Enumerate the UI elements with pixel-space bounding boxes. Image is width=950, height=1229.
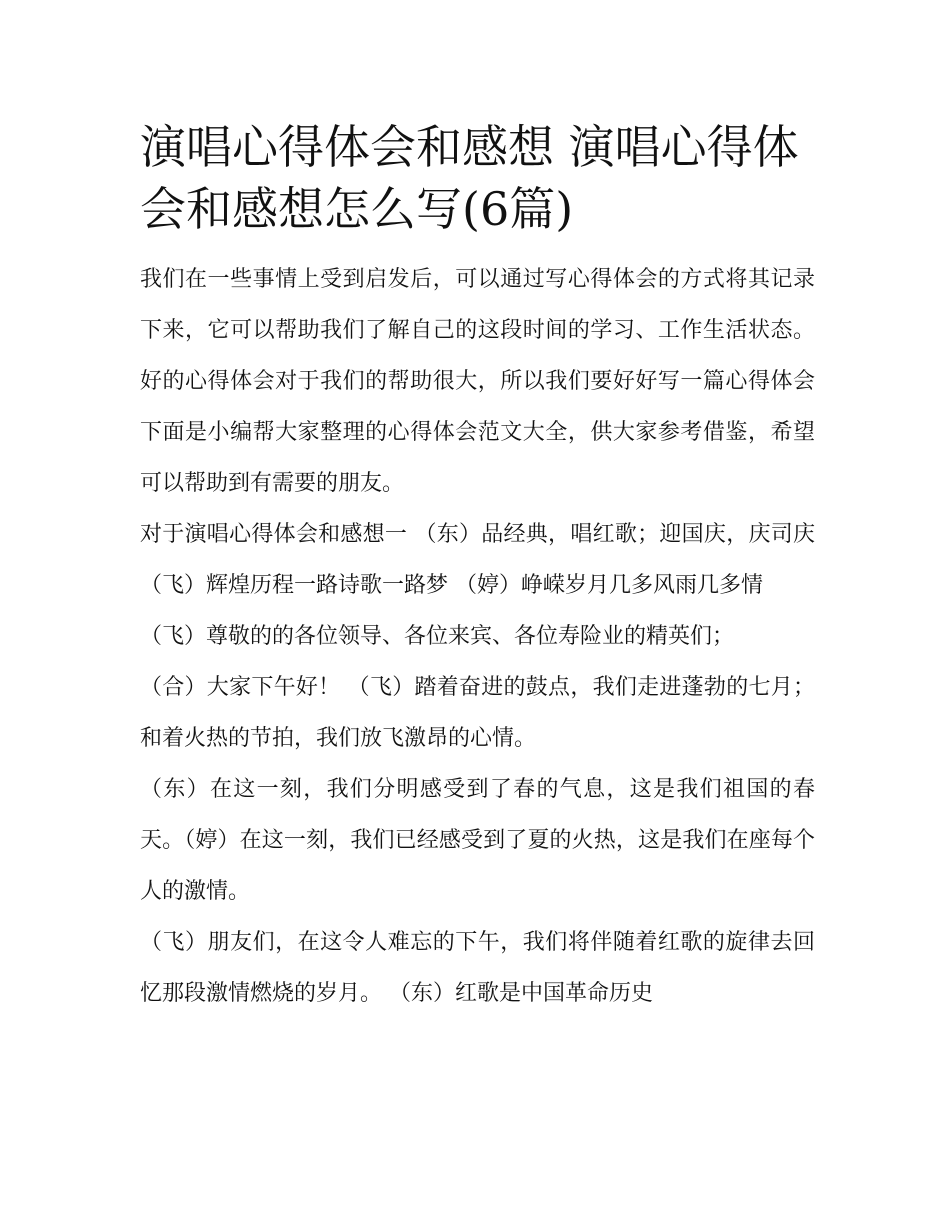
body-paragraph: （飞）朋友们，在这令人难忘的下午，我们将伴随着红歌的旋律去回忆那段激情燃烧的岁月。 （东）红歌是中国革命历史 [140,930,815,1006]
body-paragraph: （飞）尊敬的的各位领导、各位来宾、各位寿险业的精英们； [140,624,735,649]
body-paragraph: 对于演唱心得体会和感想一 （东）品经典，唱红歌；迎国庆，庆司庆 （飞）辉煌历程一路诗歌一路梦 （婷）峥嵘岁月几多风雨几多情 [140,522,815,598]
body-paragraph: （东）在这一刻，我们分明感受到了春的气息，这是我们祖国的春天。（婷）在这一刻，我们已经感受到了夏的火热，这是我们在座每个人的激情。 [140,777,815,904]
document-body [140,116,815,1019]
document-title: 演唱心得体会和感想 演唱心得体会和感想怎么写(6篇) [140,120,799,236]
body-paragraph: （合）大家下午好！ （飞）踏着奋进的鼓点，我们走进蓬勃的七月；和着火热的节拍，我们放飞激昂的心情。 [140,675,815,751]
intro-paragraph: 我们在一些事情上受到启发后，可以通过写心得体会的方式将其记录下来，它可以帮助我们了解自己的这段时间的学习、工作生活状态。好的心得体会对于我们的帮助很大，所以我们要好好写一篇心得体会下面是小编帮大家整理的心得体会范文大全，供大家参考借鉴，希望可以帮助到有需要的朋友。 [140,267,815,496]
